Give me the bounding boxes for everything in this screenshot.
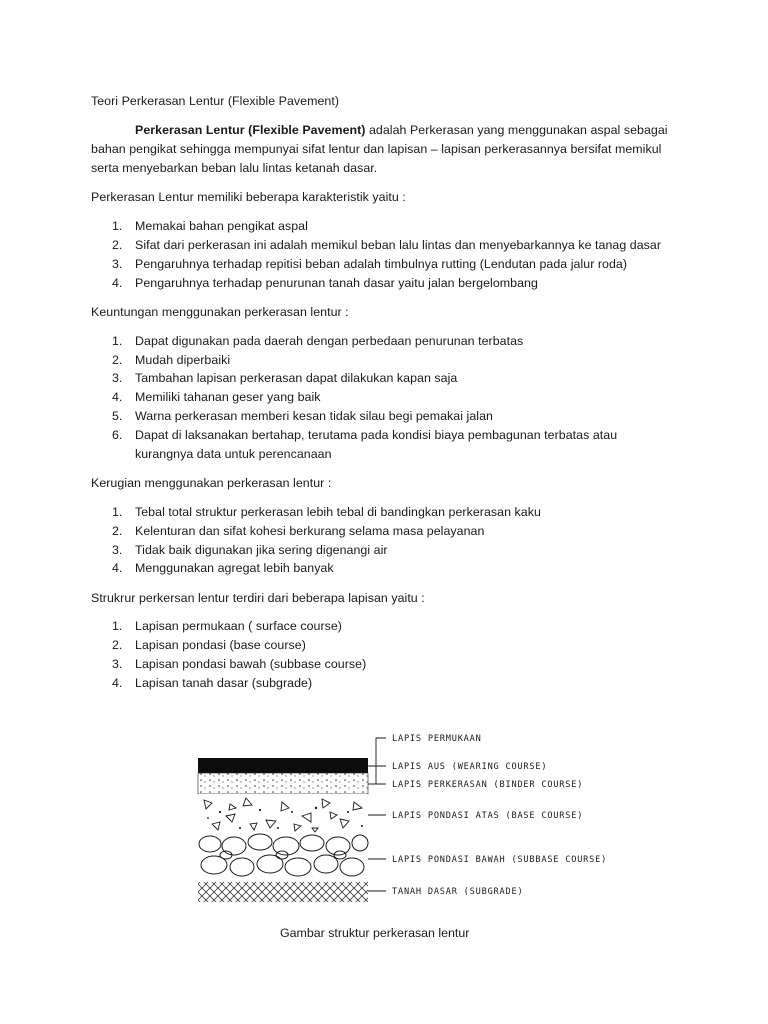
intro-line-1 (135, 123, 668, 137)
list-number: 1. (112, 219, 123, 233)
label-lapis-aus: LAPIS AUS (WEARING COURSE) (392, 762, 548, 772)
list-item: Tebal total struktur perkerasan lebih tebal di bandingkan perkerasan kaku (135, 505, 541, 519)
label-lapis-permukaan: LAPIS PERMUKAAN (392, 734, 482, 744)
list-number: 4. (112, 561, 123, 575)
list-number: 2. (112, 238, 123, 252)
leader-lines (368, 738, 386, 891)
intro-line-3: serta menyebarkan beban lalu lintas ketanah dasar. (91, 161, 378, 175)
label-tanah-dasar: TANAH DASAR (SUBGRADE) (392, 887, 524, 897)
list-item: Pengaruhnya terhadap repitisi beban adalah timbulnya rutting (Lendutan pada jalur roda) (135, 257, 628, 271)
list-item: Lapisan tanah dasar (subgrade) (135, 676, 313, 690)
document-title: Teori Perkerasan Lentur (Flexible Pavement) (91, 94, 340, 108)
figure-caption: Gambar struktur perkerasan lentur (280, 926, 470, 940)
keuntungan-heading: Keuntungan menggunakan perkerasan lentur : (91, 305, 349, 319)
list-item: Warna perkerasan memberi kesan tidak silau begi pemakai jalan (135, 409, 493, 423)
list-item: Tambahan lapisan perkerasan dapat dilakukan kapan saja (135, 371, 458, 385)
list-number: 2. (112, 353, 123, 367)
binder-course-layer (198, 773, 368, 794)
list-number: 1. (112, 505, 123, 519)
list-number: 5. (112, 409, 123, 423)
list-number: 3. (112, 543, 123, 557)
list-number: 6. (112, 428, 123, 442)
label-lapis-pondasi-atas: LAPIS PONDASI ATAS (BASE COURSE) (392, 811, 584, 821)
list-item: Pengaruhnya terhadap penurunan tanah dasar yaitu jalan bergelombang (135, 276, 538, 290)
list-item: Tidak baik digunakan jika sering digenangi air (135, 543, 388, 557)
list-number: 2. (112, 638, 123, 652)
wearing-course-layer (198, 758, 368, 773)
list-item: Lapisan pondasi bawah (subbase course) (135, 657, 367, 671)
subbase-course-layer (198, 834, 368, 882)
list-item: Lapisan pondasi (base course) (135, 638, 306, 652)
list-item: Memakai bahan pengikat aspal (135, 219, 308, 233)
intro-lead-rest: adalah Perkerasan yang menggunakan aspal sebagai (365, 123, 668, 137)
base-course-layer (198, 794, 368, 834)
list-item: Memiliki tahanan geser yang baik (135, 390, 321, 404)
karakteristik-heading: Perkerasan Lentur memiliki beberapa karakteristik yaitu : (91, 190, 406, 204)
subgrade-layer (198, 882, 368, 902)
list-item: Menggunakan agregat lebih banyak (135, 561, 334, 575)
list-item: Dapat digunakan pada daerah dengan perbedaan penurunan terbatas (135, 334, 524, 348)
list-number: 4. (112, 390, 123, 404)
label-lapis-pondasi-bawah: LAPIS PONDASI BAWAH (SUBBASE COURSE) (392, 855, 608, 865)
list-item-continuation: kurangnya data untuk perencanaan (135, 447, 332, 461)
list-item: Mudah diperbaiki (135, 353, 231, 367)
pavement-structure-diagram (190, 724, 630, 914)
list-number: 3. (112, 257, 123, 271)
struktur-heading: Strukrur perkersan lentur terdiri dari beberapa lapisan yaitu : (91, 591, 425, 605)
intro-lead-bold: Perkerasan Lentur (Flexible Pavement) (135, 123, 366, 137)
list-item: Dapat di laksanakan bertahap, terutama pada kondisi biaya pembagunan terbatas atau (135, 428, 618, 442)
list-number: 2. (112, 524, 123, 538)
list-number: 4. (112, 276, 123, 290)
list-number: 3. (112, 657, 123, 671)
intro-line-2: bahan pengikat sehingga mempunyai sifat lentur dan lapisan – lapisan perkerasannya bersifat memikul (91, 142, 662, 156)
list-item: Sifat dari perkerasan ini adalah memikul beban lalu lintas dan menyebarkannya ke tanag dasar (135, 238, 662, 252)
list-number: 4. (112, 676, 123, 690)
list-number: 1. (112, 334, 123, 348)
label-lapis-perkerasan: LAPIS PERKERASAN (BINDER COURSE) (392, 780, 584, 790)
list-number: 1. (112, 619, 123, 633)
kerugian-heading: Kerugian menggunakan perkerasan lentur : (91, 476, 332, 490)
list-number: 3. (112, 371, 123, 385)
list-item: Lapisan permukaan ( surface course) (135, 619, 342, 633)
list-item: Kelenturan dan sifat kohesi berkurang selama masa pelayanan (135, 524, 485, 538)
